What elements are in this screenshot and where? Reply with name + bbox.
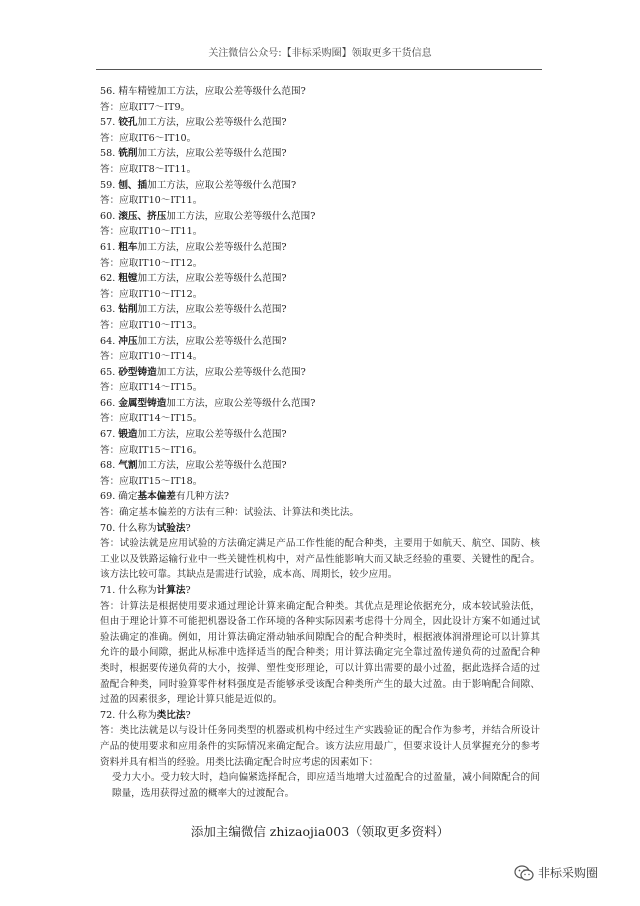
answer-item: 答：应取IT10～IT14。 xyxy=(100,351,203,363)
answer-item: 答：应取IT15～IT16。 xyxy=(100,444,203,456)
question-text: 加工方法，应取公差等级什么范围? xyxy=(137,304,287,316)
answer-70: 答：试验法就是应用试验的方法确定满足产品工作性能的配合种类，主要用于如航天、航空、国防、核工业以及铁路运输行业中一些关键性机构中，对产品性能影响大而又缺乏经验的重要、关键性的配合。该方法比较可靠。其缺点是需进行试验，成本高、周期长，较少应用。 xyxy=(100,538,541,581)
question-number: 67. xyxy=(100,429,116,441)
question-keyword: 气割 xyxy=(118,460,138,472)
brand-watermark xyxy=(514,864,598,881)
qa-list xyxy=(100,84,540,489)
question-keyword: 砂型铸造 xyxy=(118,366,157,378)
question-number: 58. xyxy=(100,148,116,160)
question-item xyxy=(100,178,540,194)
answer-item: 答：应取IT7～IT9。 xyxy=(100,101,191,113)
question-text: 加工方法，应取公差等级什么范围? xyxy=(137,429,287,441)
question-item xyxy=(100,115,540,131)
brand-name: 非标采购圈 xyxy=(538,866,599,880)
question-69: 69. 确定基本偏差有几种方法? xyxy=(100,491,229,503)
question-number: 59. xyxy=(100,179,116,191)
question-number: 61. xyxy=(100,241,116,253)
question-70: 70. 什么称为试验法? xyxy=(100,522,191,534)
question-keyword: 铰孔 xyxy=(118,117,138,129)
answer-item: 答：应取IT14～IT15。 xyxy=(100,413,203,425)
question-number: 60. xyxy=(100,210,116,222)
question-number: 66. xyxy=(100,397,116,409)
question-keyword: 冲压 xyxy=(118,335,138,347)
answer-item: 答：应取IT14～IT15。 xyxy=(100,382,203,394)
question-number: 62. xyxy=(100,273,116,285)
question-item xyxy=(100,427,540,443)
question-keyword: 滚压、挤压 xyxy=(118,210,167,222)
question-keyword: 粗镗 xyxy=(118,273,138,285)
question-item xyxy=(100,271,540,287)
question-text: 加工方法，应取公差等级什么范围? xyxy=(156,366,306,378)
answer-69: 答：确定基本偏差的方法有三种：试验法、计算法和类比法。 xyxy=(100,507,360,519)
question-item xyxy=(100,302,540,318)
answer-72: 答：类比法就是以与设计任务同类型的机器或机构中经过生产实践验证的配合作为参考，并结合所设计产品的使用要求和应用条件的实际情况来确定配合。该方法应用最广，但要求设计人员掌握充分的参考资料并具有相当的经验。用类比法确定配合时应考虑的因素如下： xyxy=(100,725,541,768)
answer-item: 答：应取IT10～IT13。 xyxy=(100,319,203,331)
question-71: 71. 什么称为计算法? xyxy=(100,585,191,596)
question-keyword: 铣削 xyxy=(118,148,138,160)
question-item xyxy=(100,209,540,225)
question-item xyxy=(100,458,540,474)
question-text: 加工方法，应取公差等级什么范围? xyxy=(137,335,287,347)
answer-item: 答：应取IT6～IT10。 xyxy=(100,132,197,144)
question-keyword: 锻造 xyxy=(118,429,138,441)
question-text: 加工方法，应取公差等级什么范围? xyxy=(137,148,287,160)
question-text: 加工方法，应取公差等级什么范围? xyxy=(147,179,297,191)
question-item xyxy=(100,396,540,412)
page-header: 关注微信公众号:【非标采购圈】领取更多干货信息 xyxy=(208,48,432,59)
question-text: 加工方法，应取公差等级什么范围? xyxy=(166,397,316,409)
question-keyword: 刨、插 xyxy=(118,179,148,191)
question-72: 72. 什么称为类比法? xyxy=(100,709,191,721)
header-divider xyxy=(96,69,542,70)
question-number: 65. xyxy=(100,366,116,378)
question-keyword: 粗车 xyxy=(118,241,138,253)
answer-item: 答：应取IT8～IT11。 xyxy=(100,163,197,175)
question-number: 64. xyxy=(100,335,116,347)
answer-item: 答：应取IT10～IT12。 xyxy=(100,288,203,300)
question-keyword: 金属型铸造 xyxy=(118,397,167,409)
question-text: 精车精镗加工方法，应取公差等级什么范围? xyxy=(118,86,306,97)
answer-item: 答：应取IT15～IT18。 xyxy=(100,475,203,487)
question-item xyxy=(100,146,540,162)
question-keyword: 钻削 xyxy=(118,304,138,316)
question-text: 加工方法，应取公差等级什么范围? xyxy=(137,117,287,129)
question-text: 加工方法，应取公差等级什么范围? xyxy=(137,460,287,472)
answer-item: 答：应取IT10～IT11。 xyxy=(100,226,203,238)
wechat-icon xyxy=(514,865,534,881)
question-number: 68. xyxy=(100,460,116,472)
question-item xyxy=(100,365,540,381)
question-text: 加工方法，应取公差等级什么范围? xyxy=(137,273,287,285)
answer-72-item: 受力大小。受力较大时，趋向偏紧选择配合，即应适当地增大过盈配合的过盈量，减小间隙配合的间隙量，选用获得过盈的概率大的过渡配合。 xyxy=(112,772,540,799)
page-footer: 添加主编微信 zhizaojia003（领取更多资料） xyxy=(190,824,450,839)
answer-item: 答：应取IT10～IT12。 xyxy=(100,257,203,269)
question-item xyxy=(100,84,540,100)
answer-item: 答：应取IT10～IT11。 xyxy=(100,195,203,207)
question-item xyxy=(100,240,540,256)
question-text: 加工方法，应取公差等级什么范围? xyxy=(137,241,287,253)
question-number: 57. xyxy=(100,117,116,129)
answer-71: 答：计算法是根据使用要求通过理论计算来确定配合种类。其优点是理论依据充分，成本较试验法低，但由于理论计算不可能把机器设备工作环境的各种实际因素考虑得十分周全，因此设计方案不如通过试验法确定的准确。例如，用计算法确定滑动轴承间隙配合的配合种类时，根据液体润滑理论可以计算其允许的最小间隙，据此从标准中选择适当的配合种类；用计算法确定完全靠过盈传递负荷的过盈配合种类时，根据要传递负荷的大小，按弹、塑性变形理论，可以计算出需要的最小过盈，据此选择合适的过盈配合种类，同时验算零件材料强度是否能够承受该配合种类所产生的最大过盈。由于影响配合间隙、过盈的因素很多，理论计算只能是近似的。 xyxy=(100,600,541,706)
question-text: 加工方法，应取公差等级什么范围? xyxy=(166,210,316,222)
document-body xyxy=(100,84,540,801)
question-number: 63. xyxy=(100,304,116,316)
question-number: 56. xyxy=(100,86,116,97)
question-item xyxy=(100,334,540,350)
